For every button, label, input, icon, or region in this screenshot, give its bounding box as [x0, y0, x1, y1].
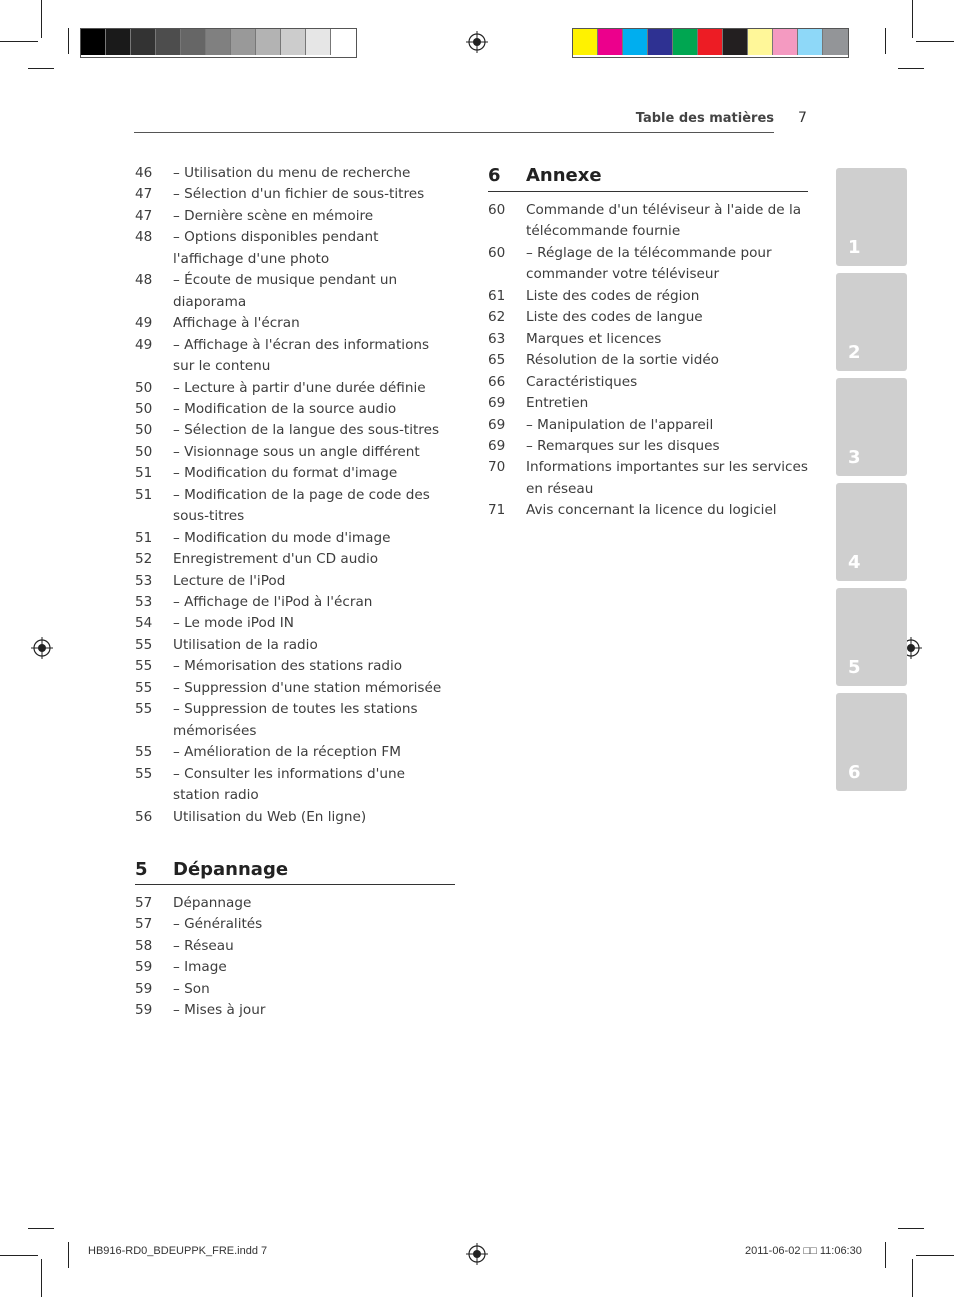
chapter-tab-label: 5: [848, 657, 861, 678]
toc-entry-text: Marques et licences: [526, 330, 662, 347]
toc-entry-text: – Modification du format d'image: [173, 465, 398, 482]
toc-entry-text: Affichage à l'écran: [173, 315, 300, 332]
toc-entry-text: – Modification de la page de code des: [173, 486, 430, 503]
toc-page-number: 55: [135, 765, 153, 782]
toc-page-number: 50: [135, 422, 153, 439]
toc-page-number: 56: [135, 808, 153, 825]
toc-entry-text: Entretien: [526, 395, 589, 412]
crop-mark: [41, 1259, 42, 1297]
toc-page-number: 57: [135, 895, 153, 911]
toc-page-number: 54: [135, 615, 153, 632]
crop-mark: [916, 1255, 954, 1256]
section-rule: [135, 884, 455, 885]
toc-page-number: 55: [135, 744, 153, 761]
toc-entry-text: – Modification de la source audio: [173, 400, 397, 417]
toc-entry-text: Dépannage: [173, 895, 252, 911]
color-swatch: [798, 29, 823, 55]
crop-mark: [916, 41, 954, 42]
color-swatch: [106, 29, 131, 55]
toc-entry-text: – Suppression de toutes les stations: [173, 701, 418, 718]
crop-mark: [912, 0, 913, 38]
toc-entry-text: – Lecture à partir d'une durée définie: [173, 379, 426, 396]
toc-entry-text: – Consulter les informations d'une: [173, 765, 405, 782]
toc-page-number: 66: [488, 373, 506, 390]
toc-page-number: 65: [488, 352, 506, 369]
toc-page-number: 55: [135, 679, 153, 696]
crop-mark: [68, 28, 69, 54]
toc-page-number: 50: [135, 400, 153, 417]
registration-mark-icon: [466, 31, 488, 53]
toc-entry-text: diaporama: [173, 293, 247, 310]
toc-page-number: 53: [135, 594, 153, 610]
toc-page-number: 55: [135, 636, 153, 653]
chapter-tab-4[interactable]: [836, 483, 907, 581]
toc-entry-text: Caractéristiques: [526, 373, 638, 390]
toc-page-number: 50: [135, 379, 153, 396]
crop-mark: [885, 1242, 886, 1268]
color-swatch: [281, 29, 306, 55]
toc-entry-text: – Dernière scène en mémoire: [173, 207, 374, 224]
cmyk-color-bar: [572, 28, 849, 58]
toc-page-number: 51: [135, 529, 153, 546]
toc-entry-text: – Manipulation de l'appareil: [526, 416, 714, 433]
toc-entry-text: – Utilisation du menu de recherche: [173, 165, 411, 181]
color-swatch: [673, 29, 698, 55]
toc-page-number: 52: [135, 551, 153, 568]
color-swatch: [723, 29, 748, 55]
crop-mark: [0, 41, 38, 42]
chapter-tab-label: 2: [848, 342, 861, 363]
toc-entry-text: Liste des codes de langue: [526, 309, 703, 326]
toc-entry-text: – Options disponibles pendant: [173, 229, 379, 246]
toc-entry-text: en réseau: [526, 480, 594, 497]
chapter-tab-1[interactable]: [836, 168, 907, 266]
toc-page-number: 55: [135, 701, 153, 718]
color-swatch: [823, 29, 848, 55]
toc-entry-text: Commande d'un téléviseur à l'aide de la: [526, 202, 802, 218]
section-number: 5: [135, 859, 148, 880]
running-header-title: Table des matières: [635, 111, 774, 126]
color-swatch: [573, 29, 598, 55]
crop-mark: [41, 0, 42, 38]
toc-entry-text: – Image: [173, 959, 227, 976]
toc-entry-text: – Le mode iPod IN: [173, 615, 294, 632]
toc-page-number: 48: [135, 272, 153, 289]
color-swatch: [748, 29, 773, 55]
toc-page-number: 47: [135, 186, 153, 203]
footer-filename: HB916-RD0_BDEUPPK_FRE.indd 7: [88, 1245, 268, 1257]
color-swatch: [331, 29, 356, 55]
toc-page-number: 58: [135, 937, 153, 954]
color-swatch: [81, 29, 106, 55]
toc-entry-text: Lecture de l'iPod: [173, 572, 286, 589]
toc-page-number: 59: [135, 1002, 153, 1019]
toc-page-number: 47: [135, 207, 153, 224]
color-swatch: [598, 29, 623, 55]
toc-entry-text: – Modification du mode d'image: [173, 529, 391, 546]
toc-entry-text: station radio: [173, 787, 259, 804]
toc-entry-text: – Son: [173, 980, 210, 997]
chapter-tab-6[interactable]: [836, 693, 907, 791]
toc-entry-text: – Mises à jour: [173, 1002, 266, 1019]
crop-mark: [885, 28, 886, 54]
toc-entry-text: sous-titres: [173, 508, 245, 525]
section-title: Dépannage: [173, 859, 289, 880]
toc-entry-text: – Remarques sur les disques: [526, 437, 720, 454]
color-swatch: [131, 29, 156, 55]
toc-page-number: 71: [488, 502, 506, 519]
toc-page-number: 48: [135, 229, 153, 246]
chapter-tab-5[interactable]: [836, 588, 907, 686]
chapter-tab-2[interactable]: [836, 273, 907, 371]
toc-entry-text: – Sélection de la langue des sous-titres: [173, 422, 440, 439]
color-swatch: [773, 29, 798, 55]
section-number: 6: [488, 165, 501, 186]
toc-entry-text: Résolution de la sortie vidéo: [526, 352, 720, 369]
crop-mark: [912, 1259, 913, 1297]
crop-mark: [68, 1242, 69, 1268]
toc-entry-text: – Sélection d'un fichier de sous-titres: [173, 186, 425, 203]
toc-page-number: 57: [135, 916, 153, 933]
registration-mark-icon: [466, 1243, 488, 1265]
toc-page-number: 70: [488, 459, 506, 476]
color-swatch: [206, 29, 231, 55]
toc-entry-text: télécommande fournie: [526, 223, 681, 240]
crop-mark: [28, 1228, 54, 1229]
toc-entry-text: Enregistrement d'un CD audio: [173, 551, 379, 568]
toc-page-number: 51: [135, 465, 153, 482]
toc-entry-text: Informations importantes sur les services: [526, 459, 808, 476]
toc-page-number: 46: [135, 165, 153, 181]
toc-page-number: 60: [488, 202, 506, 218]
toc-entry-text: commander votre téléviseur: [526, 266, 720, 283]
toc-page-number: 51: [135, 486, 153, 503]
color-swatch: [648, 29, 673, 55]
toc-entry-text: – Amélioration de la réception FM: [173, 744, 401, 761]
chapter-tab-label: 4: [848, 552, 861, 573]
header-rule: [134, 132, 774, 133]
grayscale-color-bar: [80, 28, 357, 58]
toc-entry-text: – Suppression d'une station mémorisée: [173, 679, 442, 696]
toc-page-number: 60: [488, 244, 506, 261]
toc-page-number: 49: [135, 336, 153, 353]
color-swatch: [156, 29, 181, 55]
crop-mark: [898, 68, 924, 69]
toc-page-number: 69: [488, 395, 506, 412]
toc-entry-text: – Écoute de musique pendant un: [173, 272, 398, 289]
color-swatch: [181, 29, 206, 55]
toc-page-number: 69: [488, 437, 506, 454]
chapter-tab-3[interactable]: [836, 378, 907, 476]
chapter-tab-label: 3: [848, 447, 861, 468]
toc-entry-text: l'affichage d'une photo: [173, 250, 330, 267]
toc-page-number: 62: [488, 309, 506, 326]
toc-entry-text: sur le contenu: [173, 358, 271, 375]
toc-entry-text: Liste des codes de région: [526, 287, 700, 304]
toc-entry-text: mémorisées: [173, 722, 257, 739]
toc-entry-text: Utilisation de la radio: [173, 636, 318, 653]
toc-entry-text: – Réglage de la télécommande pour: [526, 244, 772, 261]
section-rule: [488, 191, 808, 192]
toc-page-number: 50: [135, 443, 153, 460]
toc-page-number: 61: [488, 287, 506, 304]
toc-page-number: 53: [135, 572, 153, 589]
toc-entry-text: – Réseau: [173, 937, 234, 954]
toc-entry-text: Avis concernant la licence du logiciel: [526, 502, 777, 519]
toc-page-number: 49: [135, 315, 153, 332]
chapter-tab-label: 1: [848, 237, 861, 258]
registration-mark-icon: [31, 637, 53, 659]
color-swatch: [306, 29, 331, 55]
toc-entry-text: Utilisation du Web (En ligne): [173, 808, 367, 825]
chapter-tab-label: 6: [848, 762, 861, 783]
crop-mark: [0, 1255, 38, 1256]
footer-datetime: 2011-06-02 □□ 11:06:30: [745, 1245, 862, 1257]
toc-entry-text: – Affichage de l'iPod à l'écran: [173, 594, 373, 610]
color-swatch: [623, 29, 648, 55]
crop-mark: [898, 1228, 924, 1229]
toc-page-number: 63: [488, 330, 506, 347]
section-title: Annexe: [526, 165, 602, 186]
crop-mark: [28, 68, 54, 69]
toc-page-number: 59: [135, 980, 153, 997]
toc-entry-text: – Affichage à l'écran des informations: [173, 336, 430, 353]
color-swatch: [256, 29, 281, 55]
toc-page-number: 59: [135, 959, 153, 976]
color-swatch: [231, 29, 256, 55]
page-number: 7: [798, 110, 807, 126]
color-swatch: [698, 29, 723, 55]
toc-page-number: 55: [135, 658, 153, 675]
toc-entry-text: – Généralités: [173, 916, 263, 933]
toc-entry-text: – Mémorisation des stations radio: [173, 658, 403, 675]
toc-page-number: 69: [488, 416, 506, 433]
toc-entry-text: – Visionnage sous un angle différent: [173, 443, 420, 460]
